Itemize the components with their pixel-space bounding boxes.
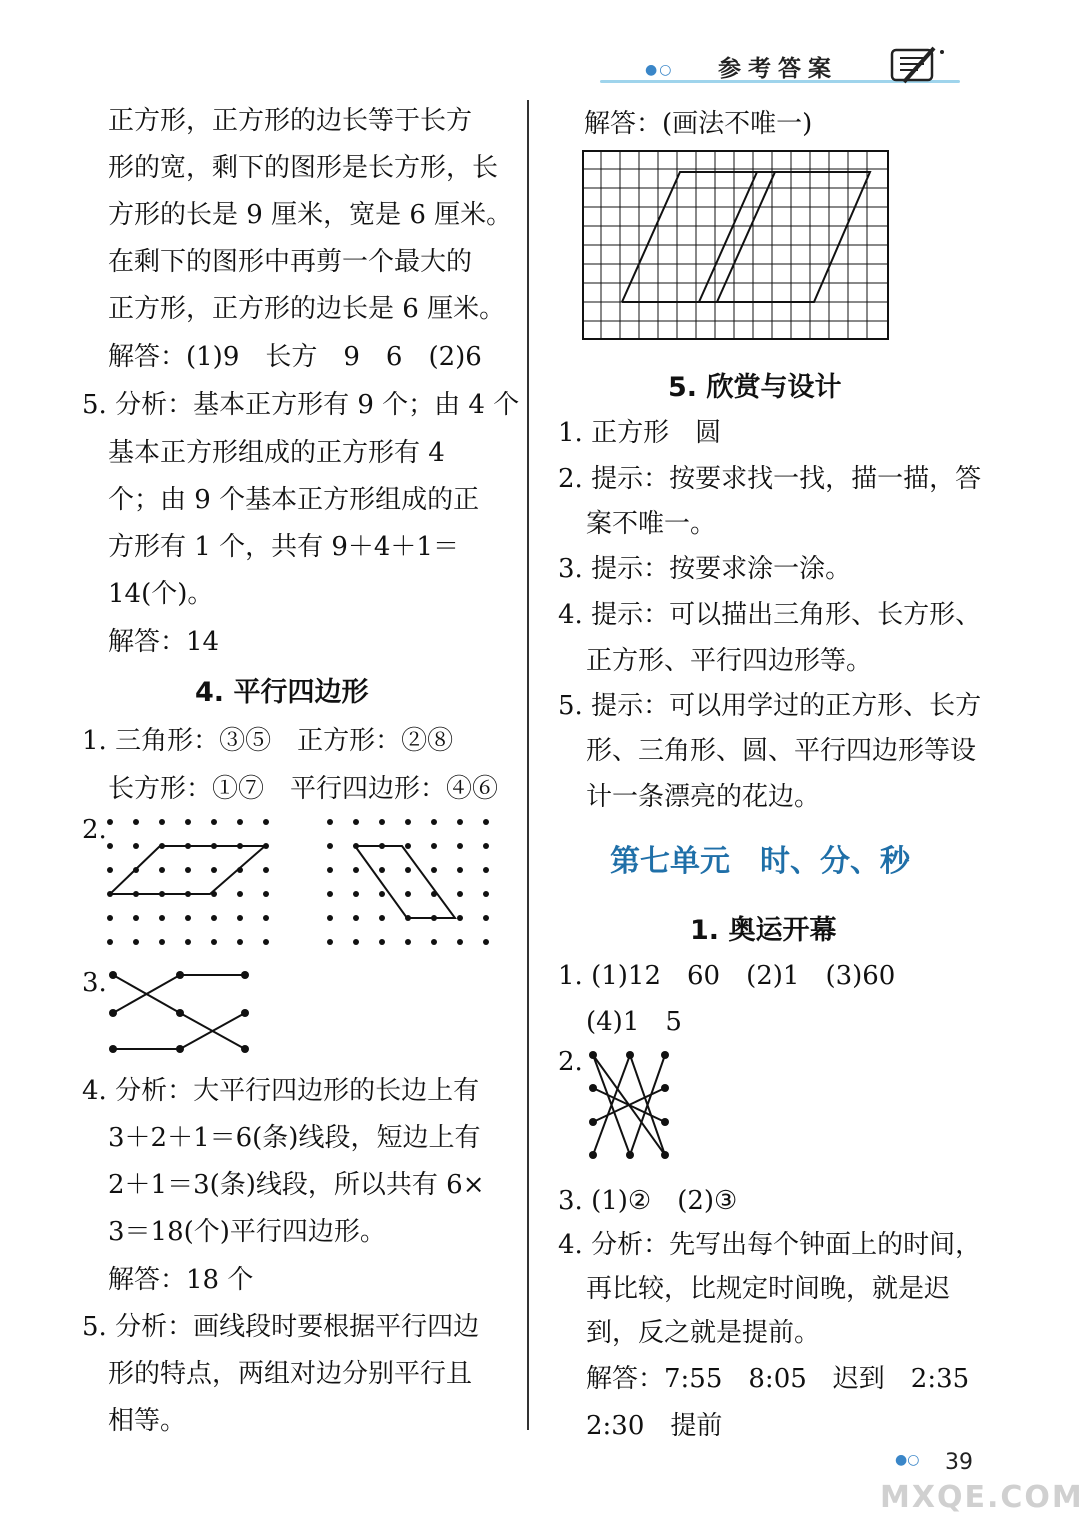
- grid-dot: [457, 939, 463, 945]
- grid-dot: [483, 867, 489, 873]
- text-line: 个；由 9 个基本正方形组成的正: [108, 485, 480, 515]
- text-line: 计一条漂亮的花边。: [586, 782, 821, 812]
- question-line: 4. 提示：可以描出三角形、长方形、: [558, 600, 982, 630]
- text-line: 正方形、平行四边形等。: [586, 646, 873, 676]
- grid-dot: [457, 867, 463, 873]
- grid-dot: [405, 843, 411, 849]
- answer-line: 解答：(1)9 长方 9 6 (2)6: [108, 342, 482, 372]
- text-line: 3＋2＋1＝6(条)线段，短边上有: [108, 1123, 481, 1153]
- grid-dot: [353, 891, 359, 897]
- text-line: 形的宽，剩下的图形是长方形，长: [108, 153, 499, 183]
- grid-dot: [405, 939, 411, 945]
- grid-dot: [211, 939, 217, 945]
- grid-dot: [237, 939, 243, 945]
- text-line: 2＋1＝3(条)线段，所以共有 6×: [108, 1170, 485, 1200]
- text-line: 方形有 1 个，共有 9＋4＋1＝: [108, 532, 459, 562]
- page-number: 39: [945, 1450, 973, 1475]
- grid-dot: [133, 939, 139, 945]
- text-line: 再比较，比规定时间晚，就是迟: [586, 1274, 951, 1304]
- grid-dot: [185, 939, 191, 945]
- question-number: 2.: [558, 1047, 583, 1077]
- text-line: 相等。: [108, 1406, 187, 1436]
- book-pencil-icon: [888, 44, 948, 86]
- grid-dot: [211, 915, 217, 921]
- grid-dot: [431, 867, 437, 873]
- grid-dot: [211, 819, 217, 825]
- text-line: 在剩下的图形中再剪一个最大的: [108, 247, 473, 277]
- grid-dot: [107, 843, 113, 849]
- text-line: 长方形：①⑦ 平行四边形：④⑥: [108, 774, 499, 804]
- grid-dot: [107, 915, 113, 921]
- grid-dot: [327, 843, 333, 849]
- grid-dot: [159, 867, 165, 873]
- grid-dot: [353, 915, 359, 921]
- grid-dot: [483, 915, 489, 921]
- column-divider: [527, 100, 529, 1430]
- grid-dot: [379, 891, 385, 897]
- grid-dot: [379, 915, 385, 921]
- text-line: 14(个)。: [108, 579, 214, 609]
- grid-dot: [353, 819, 359, 825]
- grid-dot: [263, 939, 269, 945]
- grid-dot: [237, 819, 243, 825]
- grid-dot: [237, 915, 243, 921]
- grid-dot: [185, 867, 191, 873]
- grid-dot: [457, 891, 463, 897]
- grid-dot: [405, 819, 411, 825]
- question-line: 4. 分析：先写出每个钟面上的时间，: [558, 1230, 982, 1260]
- question-line: 4. 分析：大平行四边形的长边上有: [82, 1076, 480, 1106]
- question-line: 3. 提示：按要求涂一涂。: [558, 554, 852, 584]
- grid-dot: [133, 843, 139, 849]
- question-line: 1. 三角形：③⑤ 正方形：②⑧: [82, 726, 454, 756]
- grid-dot: [405, 867, 411, 873]
- grid-dot: [431, 819, 437, 825]
- line-matching-figure: [105, 965, 265, 1065]
- star-line-figure: [585, 1050, 675, 1160]
- grid-dot: [405, 891, 411, 897]
- grid-dot: [263, 915, 269, 921]
- question-number: 2.: [82, 815, 107, 845]
- grid-dot: [185, 819, 191, 825]
- text-line: 形的特点，两组对边分别平行且: [108, 1359, 473, 1389]
- unit-title: 第七单元 时、分、秒: [610, 844, 910, 879]
- question-line: 5. 提示：可以用学过的正方形、长方: [558, 691, 982, 721]
- grid-dot: [457, 819, 463, 825]
- answer-line: 解答：18 个: [108, 1265, 254, 1295]
- grid-dot: [353, 867, 359, 873]
- text-line: 形、三角形、圆、平行四边形等设: [586, 736, 977, 766]
- grid-dot: [263, 891, 269, 897]
- grid-dot: [237, 891, 243, 897]
- grid-dot: [159, 819, 165, 825]
- grid-dot: [431, 843, 437, 849]
- header-dots: ●○: [645, 62, 674, 78]
- grid-dot: [107, 867, 113, 873]
- question-line: 1. (1)12 60 (2)1 (3)60: [558, 961, 896, 991]
- grid-dot: [263, 819, 269, 825]
- text-line: 方形的长是 9 厘米，宽是 6 厘米。: [108, 200, 513, 230]
- question-line: 1. 正方形 圆: [558, 418, 722, 448]
- text-line: 基本正方形组成的正方形有 4: [108, 438, 445, 468]
- grid-dot: [483, 843, 489, 849]
- grid-dot: [211, 867, 217, 873]
- grid-dot: [327, 867, 333, 873]
- square-grid-parallelograms: [582, 150, 892, 342]
- grid-dot: [263, 867, 269, 873]
- answer-line: 解答：14: [108, 627, 220, 657]
- grid-dot: [457, 843, 463, 849]
- question-line: 3. (1)② (2)③: [558, 1186, 738, 1216]
- footer-dots: ●○: [895, 1452, 920, 1468]
- question-line: 2. 提示：按要求找一找，描一描，答: [558, 464, 982, 494]
- answer-note: 解答：(画法不唯一): [584, 109, 813, 139]
- grid-dot: [327, 819, 333, 825]
- grid-dot: [133, 915, 139, 921]
- question-line: 5. 分析：基本正方形有 9 个；由 4 个: [82, 390, 520, 420]
- grid-dot: [353, 939, 359, 945]
- text-line: 案不唯一。: [586, 509, 717, 539]
- text-line: 到，反之就是提前。: [586, 1318, 821, 1348]
- grid-dot: [159, 939, 165, 945]
- grid-dot: [327, 939, 333, 945]
- grid-dot: [159, 915, 165, 921]
- grid-dot: [379, 867, 385, 873]
- dot-grid-parallelograms: [100, 808, 510, 958]
- grid-dot: [107, 939, 113, 945]
- watermark: MXQE.COM: [880, 1480, 1084, 1515]
- grid-dot: [431, 939, 437, 945]
- question-number: 3.: [82, 968, 107, 998]
- grid-dot: [185, 915, 191, 921]
- grid-dot: [133, 819, 139, 825]
- grid-dot: [379, 939, 385, 945]
- text-line: (4)1 5: [586, 1007, 682, 1037]
- grid-dot: [379, 819, 385, 825]
- section-title: 1. 奥运开幕: [690, 915, 837, 946]
- grid-dot: [483, 939, 489, 945]
- grid-dot: [107, 819, 113, 825]
- page-header-title: 参考答案: [718, 56, 838, 82]
- answer-line: 解答：7:55 8:05 迟到 2:35: [586, 1364, 970, 1394]
- grid-dot: [483, 819, 489, 825]
- grid-dot: [457, 915, 463, 921]
- answer-line: 2:30 提前: [586, 1411, 723, 1441]
- grid-dot: [327, 891, 333, 897]
- grid-dot: [327, 915, 333, 921]
- section-title: 5. 欣赏与设计: [668, 372, 842, 403]
- text-line: 正方形，正方形的边长等于长方: [108, 106, 473, 136]
- grid-dot: [483, 891, 489, 897]
- text-line: 正方形，正方形的边长是 6 厘米。: [108, 294, 506, 324]
- section-title: 4. 平行四边形: [195, 677, 369, 708]
- question-line: 5. 分析：画线段时要根据平行四边: [82, 1312, 480, 1342]
- text-line: 3＝18(个)平行四边形。: [108, 1217, 386, 1247]
